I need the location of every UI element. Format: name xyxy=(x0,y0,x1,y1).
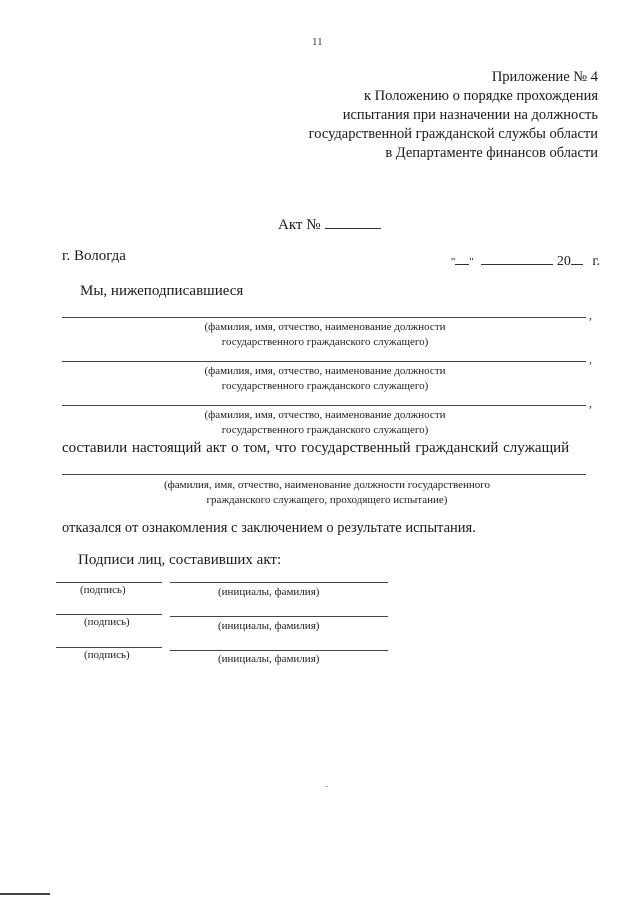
appendix-line: испытания при назначении на должность xyxy=(342,107,598,123)
signature-caption-1: (подпись) xyxy=(80,584,126,596)
comma: , xyxy=(589,396,592,410)
initials-line-3 xyxy=(170,650,388,651)
signatures-heading: Подписи лиц, составивших акт: xyxy=(78,552,282,568)
signature-caption-2: (подпись) xyxy=(84,616,130,628)
footer-edge-mark xyxy=(0,893,50,895)
hint-line: (фамилия, имя, отчество, наименование должности xyxy=(204,321,446,333)
hint-line: государственного гражданского служащего) xyxy=(221,380,429,392)
intro-text: Мы, нижеподписавшиеся xyxy=(80,283,244,299)
hint-line: государственного гражданского служащего) xyxy=(221,336,429,348)
hint-line: (фамилия, имя, отчество, наименование должности государственного xyxy=(163,479,491,491)
comma: , xyxy=(589,308,592,322)
hint-line: государственного гражданского служащего) xyxy=(221,424,429,436)
servant-blank-line xyxy=(62,474,586,475)
appendix-line: Приложение № 4 xyxy=(491,69,598,85)
initials-caption-2: (инициалы, фамилия) xyxy=(218,620,320,632)
appendix-header xyxy=(309,68,598,163)
act-title-text: Акт № xyxy=(278,217,321,233)
initials-line-2 xyxy=(170,616,388,617)
appendix-line: к Положению о порядке прохождения xyxy=(364,88,598,104)
signature-line-1 xyxy=(56,582,162,583)
year-blank xyxy=(571,254,583,265)
signature-caption-3: (подпись) xyxy=(84,649,130,661)
year-prefix: 20 xyxy=(556,254,571,269)
member-blank-line-3 xyxy=(62,405,586,406)
signature-line-3 xyxy=(56,647,162,648)
city: г. Вологда xyxy=(62,248,126,264)
member-hint-2 xyxy=(155,364,495,394)
appendix-line: в Департаменте финансов области xyxy=(385,145,598,161)
initials-line-1 xyxy=(170,582,388,583)
act-title xyxy=(278,216,381,234)
initials-caption-3: (инициалы, фамилия) xyxy=(218,653,320,665)
appendix-line: государственной гражданской службы области xyxy=(308,126,598,142)
member-hint-1 xyxy=(155,320,495,350)
hint-line: гражданского служащего, проходящего испытание) xyxy=(206,494,448,506)
servant-hint xyxy=(112,478,542,508)
act-number-blank xyxy=(325,216,381,229)
signature-line-2 xyxy=(56,614,162,615)
page-number: 11 xyxy=(312,36,323,48)
year-suffix: г. xyxy=(592,254,600,269)
month-blank xyxy=(481,254,553,265)
member-hint-3 xyxy=(155,408,495,438)
refusal-text: отказался от ознакомления с заключением о результате испытания. xyxy=(62,520,476,536)
scan-speck xyxy=(326,786,328,787)
hint-line: (фамилия, имя, отчество, наименование должности xyxy=(204,409,446,421)
date-open-quote: " xyxy=(450,256,456,268)
member-blank-line-1 xyxy=(62,317,586,318)
comma: , xyxy=(589,352,592,366)
initials-caption-1: (инициалы, фамилия) xyxy=(218,586,320,598)
member-blank-line-2 xyxy=(62,361,586,362)
statement-text: составили настоящий акт о том, что государственный гражданский служащий xyxy=(62,440,570,456)
day-blank xyxy=(455,254,469,265)
hint-line: (фамилия, имя, отчество, наименование должности xyxy=(204,365,446,377)
date-line xyxy=(451,254,600,270)
date-close-quote: " xyxy=(469,256,474,268)
